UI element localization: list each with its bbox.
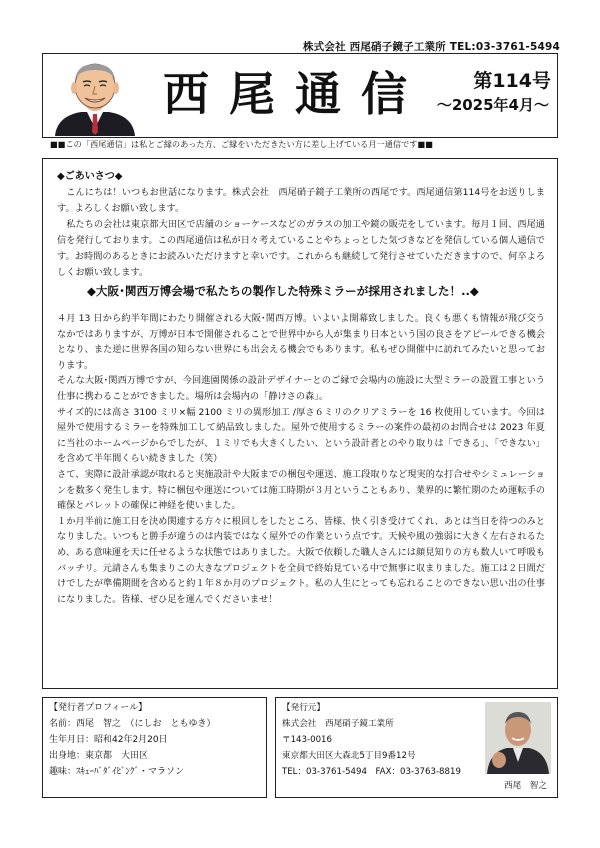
tagline: ■■この「西尾通信」は私とご縁のあった方、ご縁をいただきたい方に差し上げている月一通信です■■ (42, 137, 558, 149)
article-paragraph-1: ４月 13 日から約半年間にわたり開催される大阪･関西万博。いよいよ開幕致しました。良くも悪くも情報が飛び交うなかではありますが、万博が日本で開催されることで世界中から人が集まり日本という国の良さをアピールできる機会となり、また逆に世界各国の知らない世界にも出会える機会でもあります。私もぜひ開催中に訪れてみたいと思っております。 (57, 313, 545, 371)
publisher-company: 株式会社 西尾硝子鏡工業所 (282, 719, 394, 729)
article-paragraph-3: サイズ的には高さ 3100 ミリ×幅 2100 ミリの異形加工 /厚さ６ミリのクリアミラーを 16 枚使用しています。今回は屋外で使用するミラーを特殊加工して納品致しました。屋外で使用するミラーの案件の最初のお問合せは 2023 年夏に当社のホームページからでしたが、１ミリでも大きくしたい、という設計者とのやり取りは「できる」、「できない」を含めて半年間くらい続きました（笑） (57, 406, 545, 465)
article-heading: ◆大阪･関西万博会場で私たちの製作した特殊ミラーが採用されました！..◆ (87, 284, 479, 298)
article-paragraph-5: １か月半前に施工日を決め関連する方々に根回しをしたところ、皆様、快く引き受けてくれ、あとは当日を待つのみとなりました。いつもと勝手が違うのは内装ではなく屋外での作業という点です。天候や風の強弱に大きく左右されるため、ある意味運を天に任せるような状態ではありました。大阪で依頼した職人さんには顔見知りの方も数人いて呼吸もバッチリ。元請さんも集まりこの大きなプロジェクトを全員で終始見ている中で無事に収まりました。施工は２日間だけでしたが準備期間を含めると約１年８か月のプロジェクト。私の人生にとっても忘れることのできない思い出の仕事になりました。皆様、ぜひ足を運んでくださいませ！ (57, 515, 545, 605)
article-body (57, 311, 545, 607)
article-paragraph-2: そんな大阪･関西万博ですが、今回進園関係の設計デザイナーとのご縁で会場内の施設に大型ミラーの設置工事という仕事に携わることができました。場所は会場内の「静けさの森」。 (57, 375, 545, 402)
profile-box (42, 697, 267, 798)
profile-birthdate: 生年月日：昭和42年2月20日 (49, 735, 168, 745)
greeting-heading: ◆ごあいさつ◆ (57, 171, 123, 182)
greeting-paragraph-2: 私たちの会社は東京都大田区で店舗のショーケースなどのガラスの加工や鏡の販売をしています。毎月１回、西尾通信を発行しております。この西尾通信は私が日々考えていることやちょっとした気づきなどを発信している個人通信です。お時間のあるときにお読みいただけますと幸いです。これからも継続して発行させていただきますので、何卒よろしくお願い致します。 (57, 219, 545, 278)
main-content-box (42, 158, 558, 689)
issue-date: ～2025年4月～ (436, 96, 549, 114)
profile-birthplace: 出身地：東京都 大田区 (49, 751, 149, 761)
publisher-contact: TEL：03-3761-5494 FAX：03-3763-8819 (282, 767, 461, 777)
photo-caption: 西尾 智之 (504, 781, 547, 791)
publisher-heading: 【発行元】 (282, 703, 325, 713)
profile-heading: 【発行者プロフィール】 (49, 703, 148, 713)
article-paragraph-4: さて、実際に設計承認が取れると実施設計や大阪までの梱包や運送、施工段取りなど現実的な打合せやシミュレーションを数多く発生します。特に梱包や運送については施工時期が３月ということもあり、業界的に繁忙期のため運転手の確保とパレットの確保に神経を使いました。 (57, 468, 545, 512)
header-company-line: 株式会社 西尾硝子鏡子工業所 TEL:03-3761-5494 (302, 41, 560, 53)
profile-hobby: 趣味：ｽｷｭｰﾊﾞﾀﾞｲﾋﾞﾝｸﾞ・マラソン (49, 767, 185, 777)
publisher-photo (485, 702, 551, 774)
publisher-address: 東京都大田区大森北5丁目9番12号 (282, 751, 416, 761)
publisher-postal-code: 〒143-0016 (282, 735, 332, 745)
caricature-portrait (51, 56, 139, 136)
greeting-paragraph-1: こんにちは！いつもお世話になります。株式会社 西尾硝子鏡子工業所の西尾です。西尾通信第114号をお送りします。よろしくお願い致します。 (57, 187, 545, 214)
profile-name: 名前：西尾 智之 （にしお ともゆき） (49, 719, 216, 729)
newsletter-title: 西尾通信 (163, 67, 427, 121)
greeting-body (57, 185, 545, 281)
publisher-box (275, 697, 558, 798)
issue-number: 第114号 (473, 70, 551, 92)
masthead (42, 53, 558, 137)
